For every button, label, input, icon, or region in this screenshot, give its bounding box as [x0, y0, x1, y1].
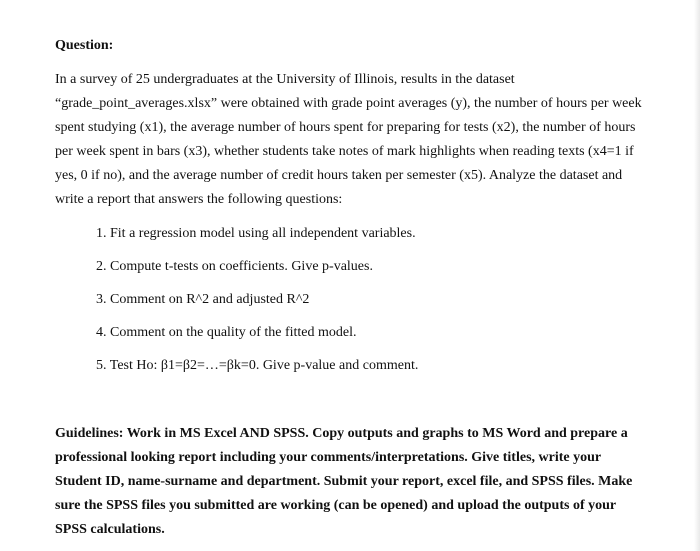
paragraph-line: yes, 0 if no), and the average number of credit hours taken per semester (x5). Analyze the dataset and [55, 168, 623, 183]
guidelines-line: Guidelines: Work in MS Excel AND SPSS. Copy outputs and graphs to MS Word and prepare a [55, 426, 628, 441]
paragraph-line: “grade_point_averages.xlsx” were obtained with grade point averages (y), the number of hours per week [55, 96, 642, 111]
guidelines-line: sure the SPSS files you submitted are working (can be opened) and upload the outputs of your [55, 498, 617, 513]
paragraph-line: In a survey of 25 undergraduates at the University of Illinois, results in the dataset [55, 72, 515, 87]
question-item-3: 3. Comment on R^2 and adjusted R^2 [96, 292, 310, 307]
question-item-5: 5. Test Ho: β1=β2=…=βk=0. Give p-value and comment. [96, 358, 419, 373]
page-edge-shadow [694, 0, 700, 551]
guidelines-line: SPSS calculations. [55, 522, 165, 537]
paragraph-line: write a report that answers the following questions: [55, 192, 343, 207]
guidelines-line: Student ID, name-surname and department. Submit your report, excel file, and SPSS files. Make [55, 474, 633, 489]
paragraph-line: per week spent in bars (x3), whether students take notes of mark highlights when reading texts (x4=1 if [55, 144, 634, 159]
guidelines-line: professional looking report including your comments/interpretations. Give titles, write your [55, 450, 602, 465]
question-heading: Question: [55, 38, 114, 53]
question-item-4: 4. Comment on the quality of the fitted model. [96, 325, 357, 340]
paragraph-line: spent studying (x1), the average number of hours spent for preparing for tests (x2), the number of hours [55, 120, 636, 135]
question-item-1: 1. Fit a regression model using all independent variables. [96, 226, 416, 241]
question-item-2: 2. Compute t-tests on coefficients. Give p-values. [96, 259, 373, 274]
